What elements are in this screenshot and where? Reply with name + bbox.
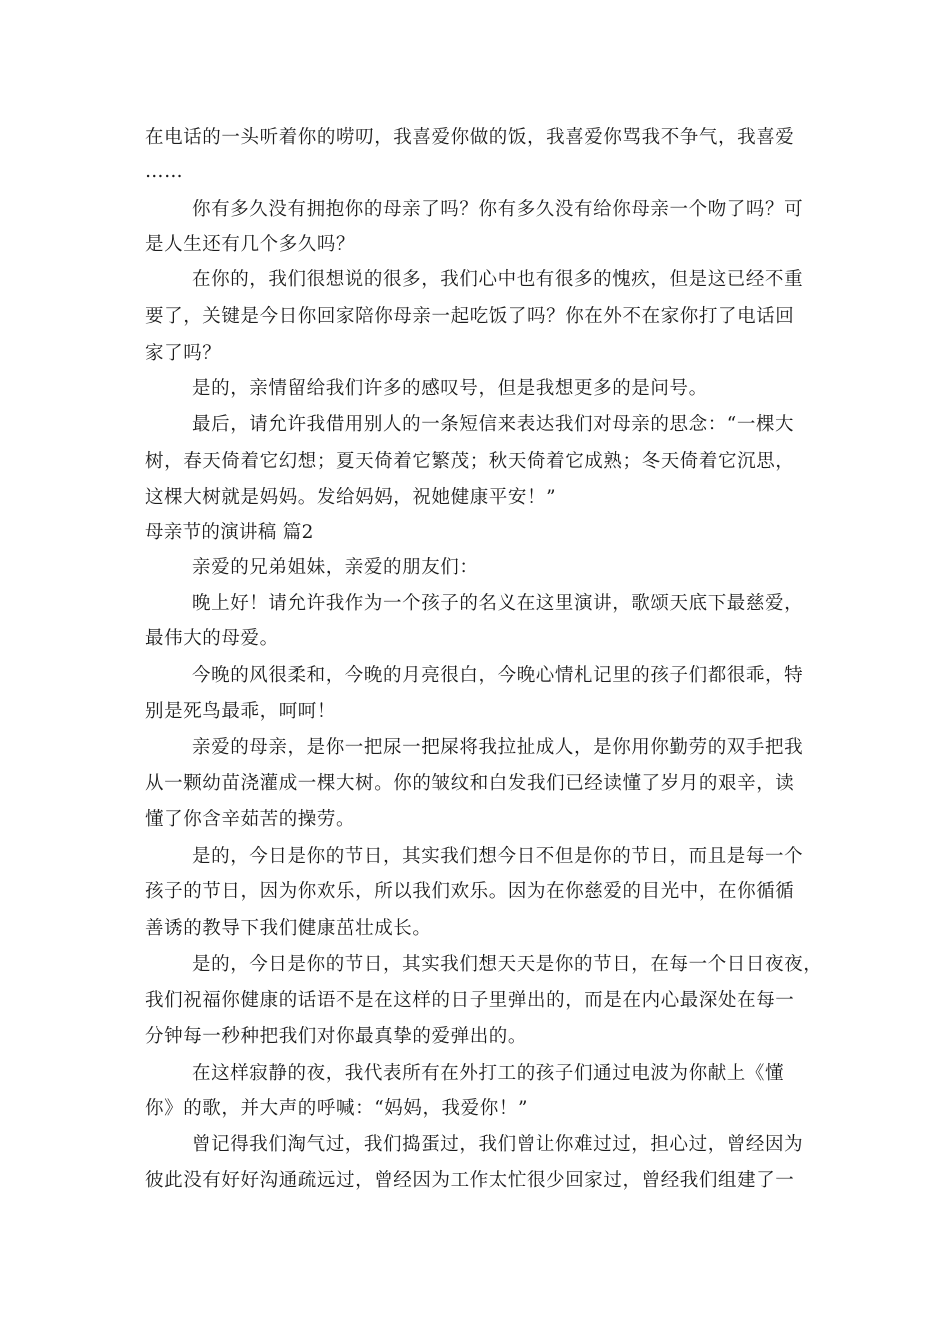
- text-line: 在你的，我们很想说的很多，我们心中也有很多的愧疚，但是这已经不重: [192, 269, 804, 290]
- text-line: 你》的歌，并大声的呼喊：“妈妈，我爱你！”: [145, 1098, 529, 1119]
- text-line: 亲爱的母亲，是你一把尿一把屎将我拉扯成人，是你用你勤劳的双手把我: [192, 737, 804, 758]
- text-line: 在这样寂静的夜，我代表所有在外打工的孩子们通过电波为你献上《懂: [192, 1063, 785, 1084]
- text-line: 最伟大的母爱。: [145, 628, 279, 649]
- text-line: 从一颗幼苗浇灌成一棵大树。你的皱纹和白发我们已经读懂了岁月的艰辛，读: [145, 773, 795, 794]
- text-line: 是人生还有几个多久吗？: [145, 234, 356, 255]
- text-line: 别是死鸟最乖，呵呵！: [145, 701, 337, 722]
- text-line: 树，春天倚着它幻想；夏天倚着它繁茂；秋天倚着它成熟；冬天倚着它沉思，: [145, 451, 795, 472]
- text-line: 要了，关键是今日你回家陪你母亲一起吃饭了吗？你在外不在家你打了电话回: [145, 306, 795, 327]
- text-line: 晚上好！请允许我作为一个孩子的名义在这里演讲，歌颂天底下最慈爱，: [192, 593, 804, 614]
- text-line: 是的，亲情留给我们许多的感叹号，但是我想更多的是问号。: [192, 378, 708, 399]
- text-line: 善诱的教导下我们健康茁壮成长。: [145, 918, 432, 939]
- text-line: ……: [145, 161, 184, 182]
- text-line: 今晚的风很柔和，今晚的月亮很白，今晚心情札记里的孩子们都很乖，特: [192, 665, 804, 686]
- text-line: 孩子的节日，因为你欢乐，所以我们欢乐。因为在你慈爱的目光中，在你循循: [145, 881, 795, 902]
- text-line: 是的，今日是你的节日，其实我们想今日不但是你的节日，而且是每一个: [192, 846, 804, 867]
- text-line: 你有多久没有拥抱你的母亲了吗？你有多久没有给你母亲一个吻了吗？可: [192, 199, 804, 220]
- text-line: 亲爱的兄弟姐妹，亲爱的朋友们：: [192, 557, 479, 578]
- text-line: 这棵大树就是妈妈。发给妈妈，祝她健康平安！”: [145, 487, 557, 508]
- text-line: 我们祝福你健康的话语不是在这样的日子里弹出的，而是在内心最深处在每一: [145, 990, 795, 1011]
- text-line: 分钟每一秒种把我们对你最真挚的爱弹出的。: [145, 1026, 528, 1047]
- text-line: 是的，今日是你的节日，其实我们想天天是你的节日，在每一个日日夜夜，: [192, 954, 823, 975]
- text-line: 家了吗？: [145, 343, 222, 364]
- text-line: 最后，请允许我借用别人的一条短信来表达我们对母亲的思念：“一棵大: [192, 414, 795, 435]
- text-line: 彼此没有好好沟通疏远过，曾经因为工作太忙很少回家过，曾经我们组建了一: [145, 1170, 795, 1191]
- text-line: 曾记得我们淘气过，我们捣蛋过，我们曾让你难过过，担心过，曾经因为: [192, 1134, 804, 1155]
- text-line: 懂了你含辛茹苦的操劳。: [145, 809, 356, 830]
- text-line: 在电话的一头听着你的唠叨，我喜爱你做的饭，我喜爱你骂我不争气，我喜爱: [145, 127, 795, 148]
- section-heading: 母亲节的演讲稿 篇2: [145, 522, 314, 543]
